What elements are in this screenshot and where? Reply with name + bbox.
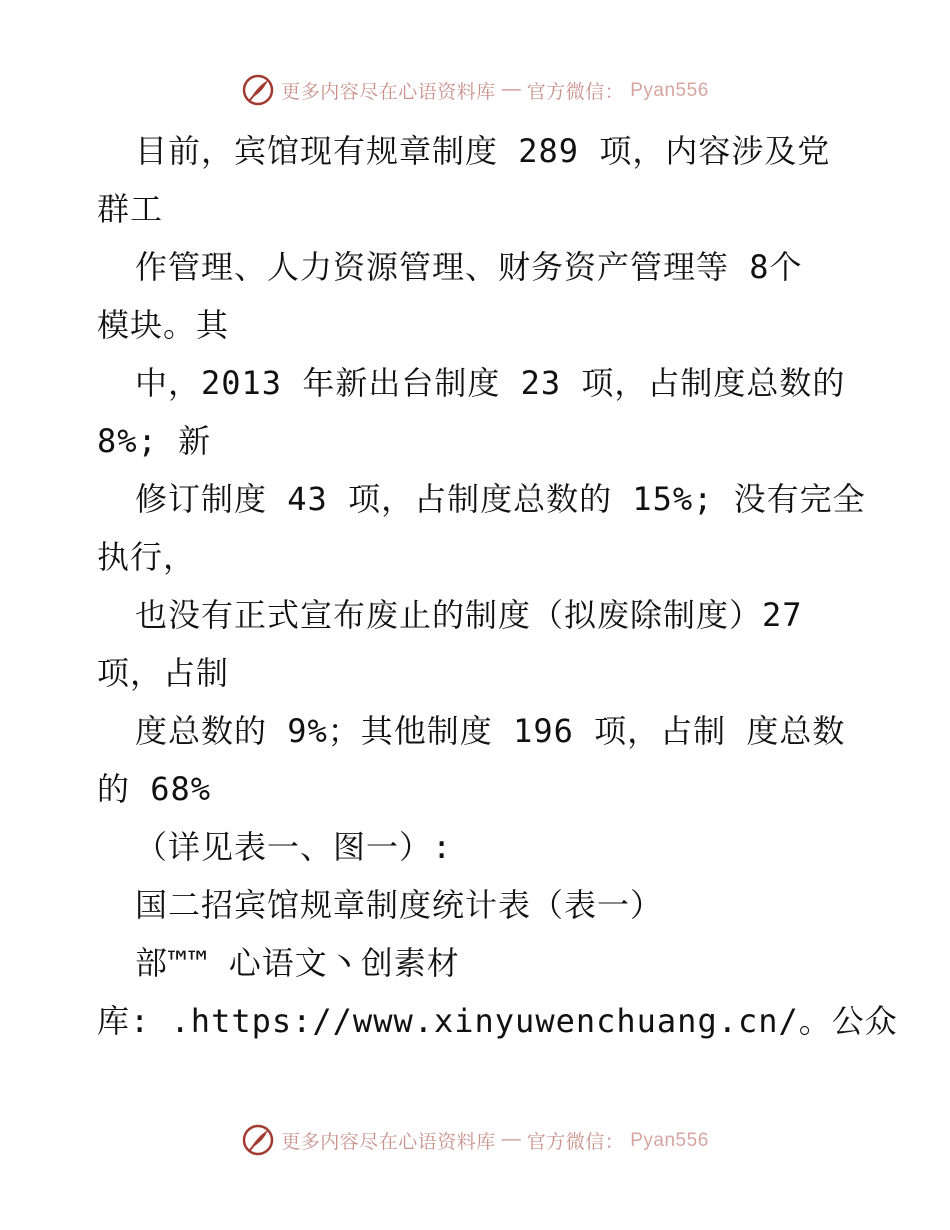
watermark-text: 更多内容尽在心语资料库 [281, 1130, 496, 1153]
text-line: 目前，宾馆现有规章制度 289 项，内容涉及党 [135, 132, 831, 170]
document-body [97, 122, 898, 1050]
text-line: 作管理、人力资源管理、财务资产管理等 8个 [135, 248, 803, 286]
watermark-suffix: 官方微信： [526, 80, 625, 103]
text-line: 模块。其 [97, 306, 230, 344]
watermark-suffix: 官方微信： [526, 1130, 625, 1153]
text-line: 的 68% [97, 770, 212, 808]
text-line: 修订制度 43 项，占制度总数的 15%; 没有完全 [135, 480, 866, 518]
text-line: 度总数的 9%；其他制度 196 项，占制 度总数 [135, 712, 846, 750]
text-line: 库: .https://www.xinyuwenchuang.cn/。公众 [97, 1002, 898, 1040]
text-line: （详见表一、图一）: [135, 828, 453, 866]
text-line: 群工 [97, 190, 164, 228]
feather-pen-logo-icon [241, 1123, 275, 1157]
text-line: 中，2013 年新出台制度 23 项，占制度总数的 [135, 364, 846, 402]
watermark-wechat-id: Pyan556 [630, 1129, 709, 1151]
watermark-wechat-id: Pyan556 [630, 79, 709, 101]
text-line: 部™™ 心语文丶创素材 [135, 944, 460, 982]
watermark-separator: — [501, 1129, 521, 1150]
text-line: 执行， [97, 538, 197, 576]
watermark-text: 更多内容尽在心语资料库 [281, 80, 496, 103]
footer-watermark [0, 1120, 950, 1160]
text-line: 项，占制 [97, 654, 230, 692]
text-line: 国二招宾馆规章制度统计表（表一） [135, 886, 664, 924]
feather-pen-logo-icon [241, 73, 275, 107]
text-line: 也没有正式宣布废止的制度（拟废除制度）27 [135, 596, 803, 634]
text-line: 8%; 新 [97, 422, 212, 460]
header-watermark [0, 70, 950, 110]
watermark-separator: — [501, 79, 521, 100]
